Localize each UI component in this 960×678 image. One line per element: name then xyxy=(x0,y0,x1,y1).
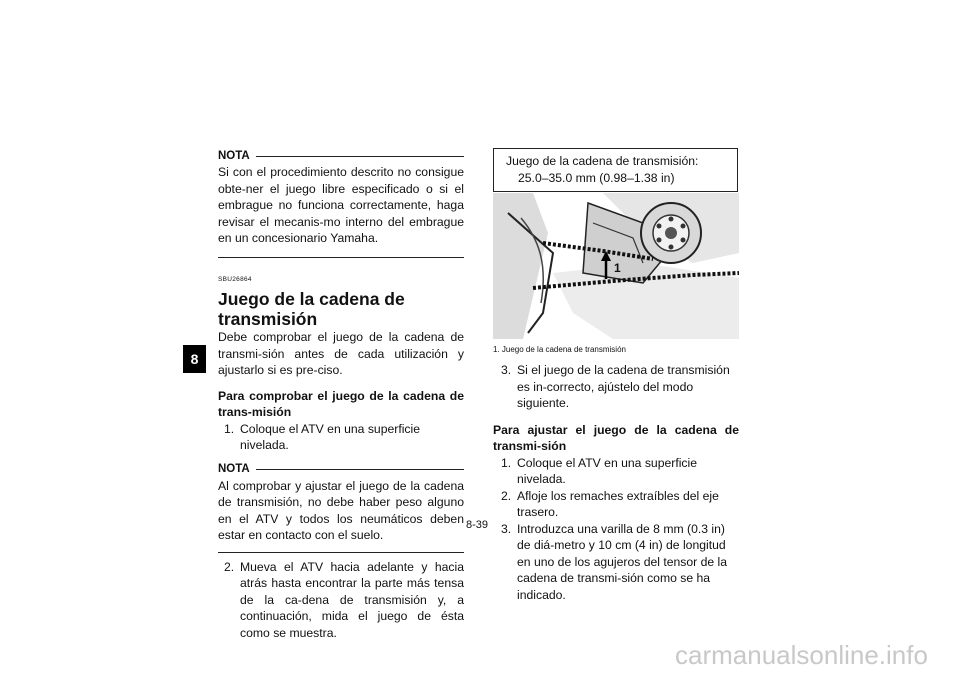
list-number: 1. xyxy=(224,421,235,436)
nota-heading xyxy=(218,148,464,164)
figure-caption: 1. Juego de la cadena de transmisión xyxy=(493,345,626,354)
list-item xyxy=(493,362,739,412)
list-text: Coloque el ATV en una superficie nivelada. xyxy=(517,455,697,486)
check-heading: Para comprobar el juego de la cadena de trans-misión xyxy=(218,388,464,419)
spec-box xyxy=(493,148,738,192)
list-text: Si el juego de la cadena de transmisión es in-correcto, ajústelo del modo siguiente. xyxy=(517,363,730,410)
adjust-list xyxy=(493,455,739,604)
page-number: 8-39 xyxy=(466,519,489,531)
nota-label: NOTA xyxy=(218,463,250,476)
list-text: Coloque el ATV en una superficie nivelada. xyxy=(240,421,420,452)
nota-text: Si con el procedimiento descrito no consigue obte-ner el juego libre especificado o si el embrague no funciona correctamente, haga revisar el mecanis-mo interno del embrague en un concesionario Yamaha. xyxy=(218,165,464,245)
section-code: SBU26864 xyxy=(218,275,252,283)
list-text: Afloje los remaches extraíbles del eje trasero. xyxy=(517,488,719,519)
divider xyxy=(218,257,464,258)
nota-heading xyxy=(218,462,464,478)
spec-value: 25.0–35.0 mm (0.98–1.38 in) xyxy=(518,170,675,185)
divider xyxy=(256,469,464,470)
list-item xyxy=(493,521,739,604)
list-item xyxy=(493,488,739,521)
right-column xyxy=(493,362,739,603)
spec-label: Juego de la cadena de transmisión: xyxy=(506,154,699,168)
watermark: carmanualsonline.info xyxy=(675,640,928,670)
nota-text: Al comprobar y ajustar el juego de la cadena de transmisión, no debe haber peso alguno en el ATV y todos los neumáticos deben estar en contacto con el suelo. xyxy=(218,478,464,542)
intro-paragraph: Debe comprobar el juego de la cadena de transmi-sión antes de cada utilización y ajustarlo si es pre-ciso. xyxy=(218,330,464,377)
list-number: 1. xyxy=(501,455,512,470)
divider xyxy=(218,552,464,553)
divider xyxy=(256,156,464,157)
section-title: Juego de la cadena de transmisión xyxy=(218,289,405,329)
list-number: 3. xyxy=(501,521,512,536)
chapter-tab: 8 xyxy=(183,345,206,373)
list-item xyxy=(218,421,464,454)
list-number: 2. xyxy=(501,488,512,503)
left-column xyxy=(218,148,464,641)
list-item xyxy=(218,559,464,642)
list-text: Mueva el ATV hacia adelante y hacia atrás hasta encontrar la parte más tensa de la ca-dena de transmisión y, a continuación, mida el juego de ésta como se muestra. xyxy=(240,559,464,640)
list-number: 3. xyxy=(501,363,512,377)
chain-slack-figure xyxy=(493,193,739,339)
list-number: 2. xyxy=(224,559,235,574)
figure-callout: 1 xyxy=(614,261,621,275)
nota-label: NOTA xyxy=(218,149,250,162)
list-item xyxy=(493,455,739,488)
adjust-heading: Para ajustar el juego de la cadena de transmi-sión xyxy=(493,422,739,453)
list-text: Introduzca una varilla de 8 mm (0.3 in) de diá-metro y 10 cm (4 in) de longitud en uno de los agujeros del tensor de la cadena de transmi-sión como se ha indicado. xyxy=(517,521,728,602)
